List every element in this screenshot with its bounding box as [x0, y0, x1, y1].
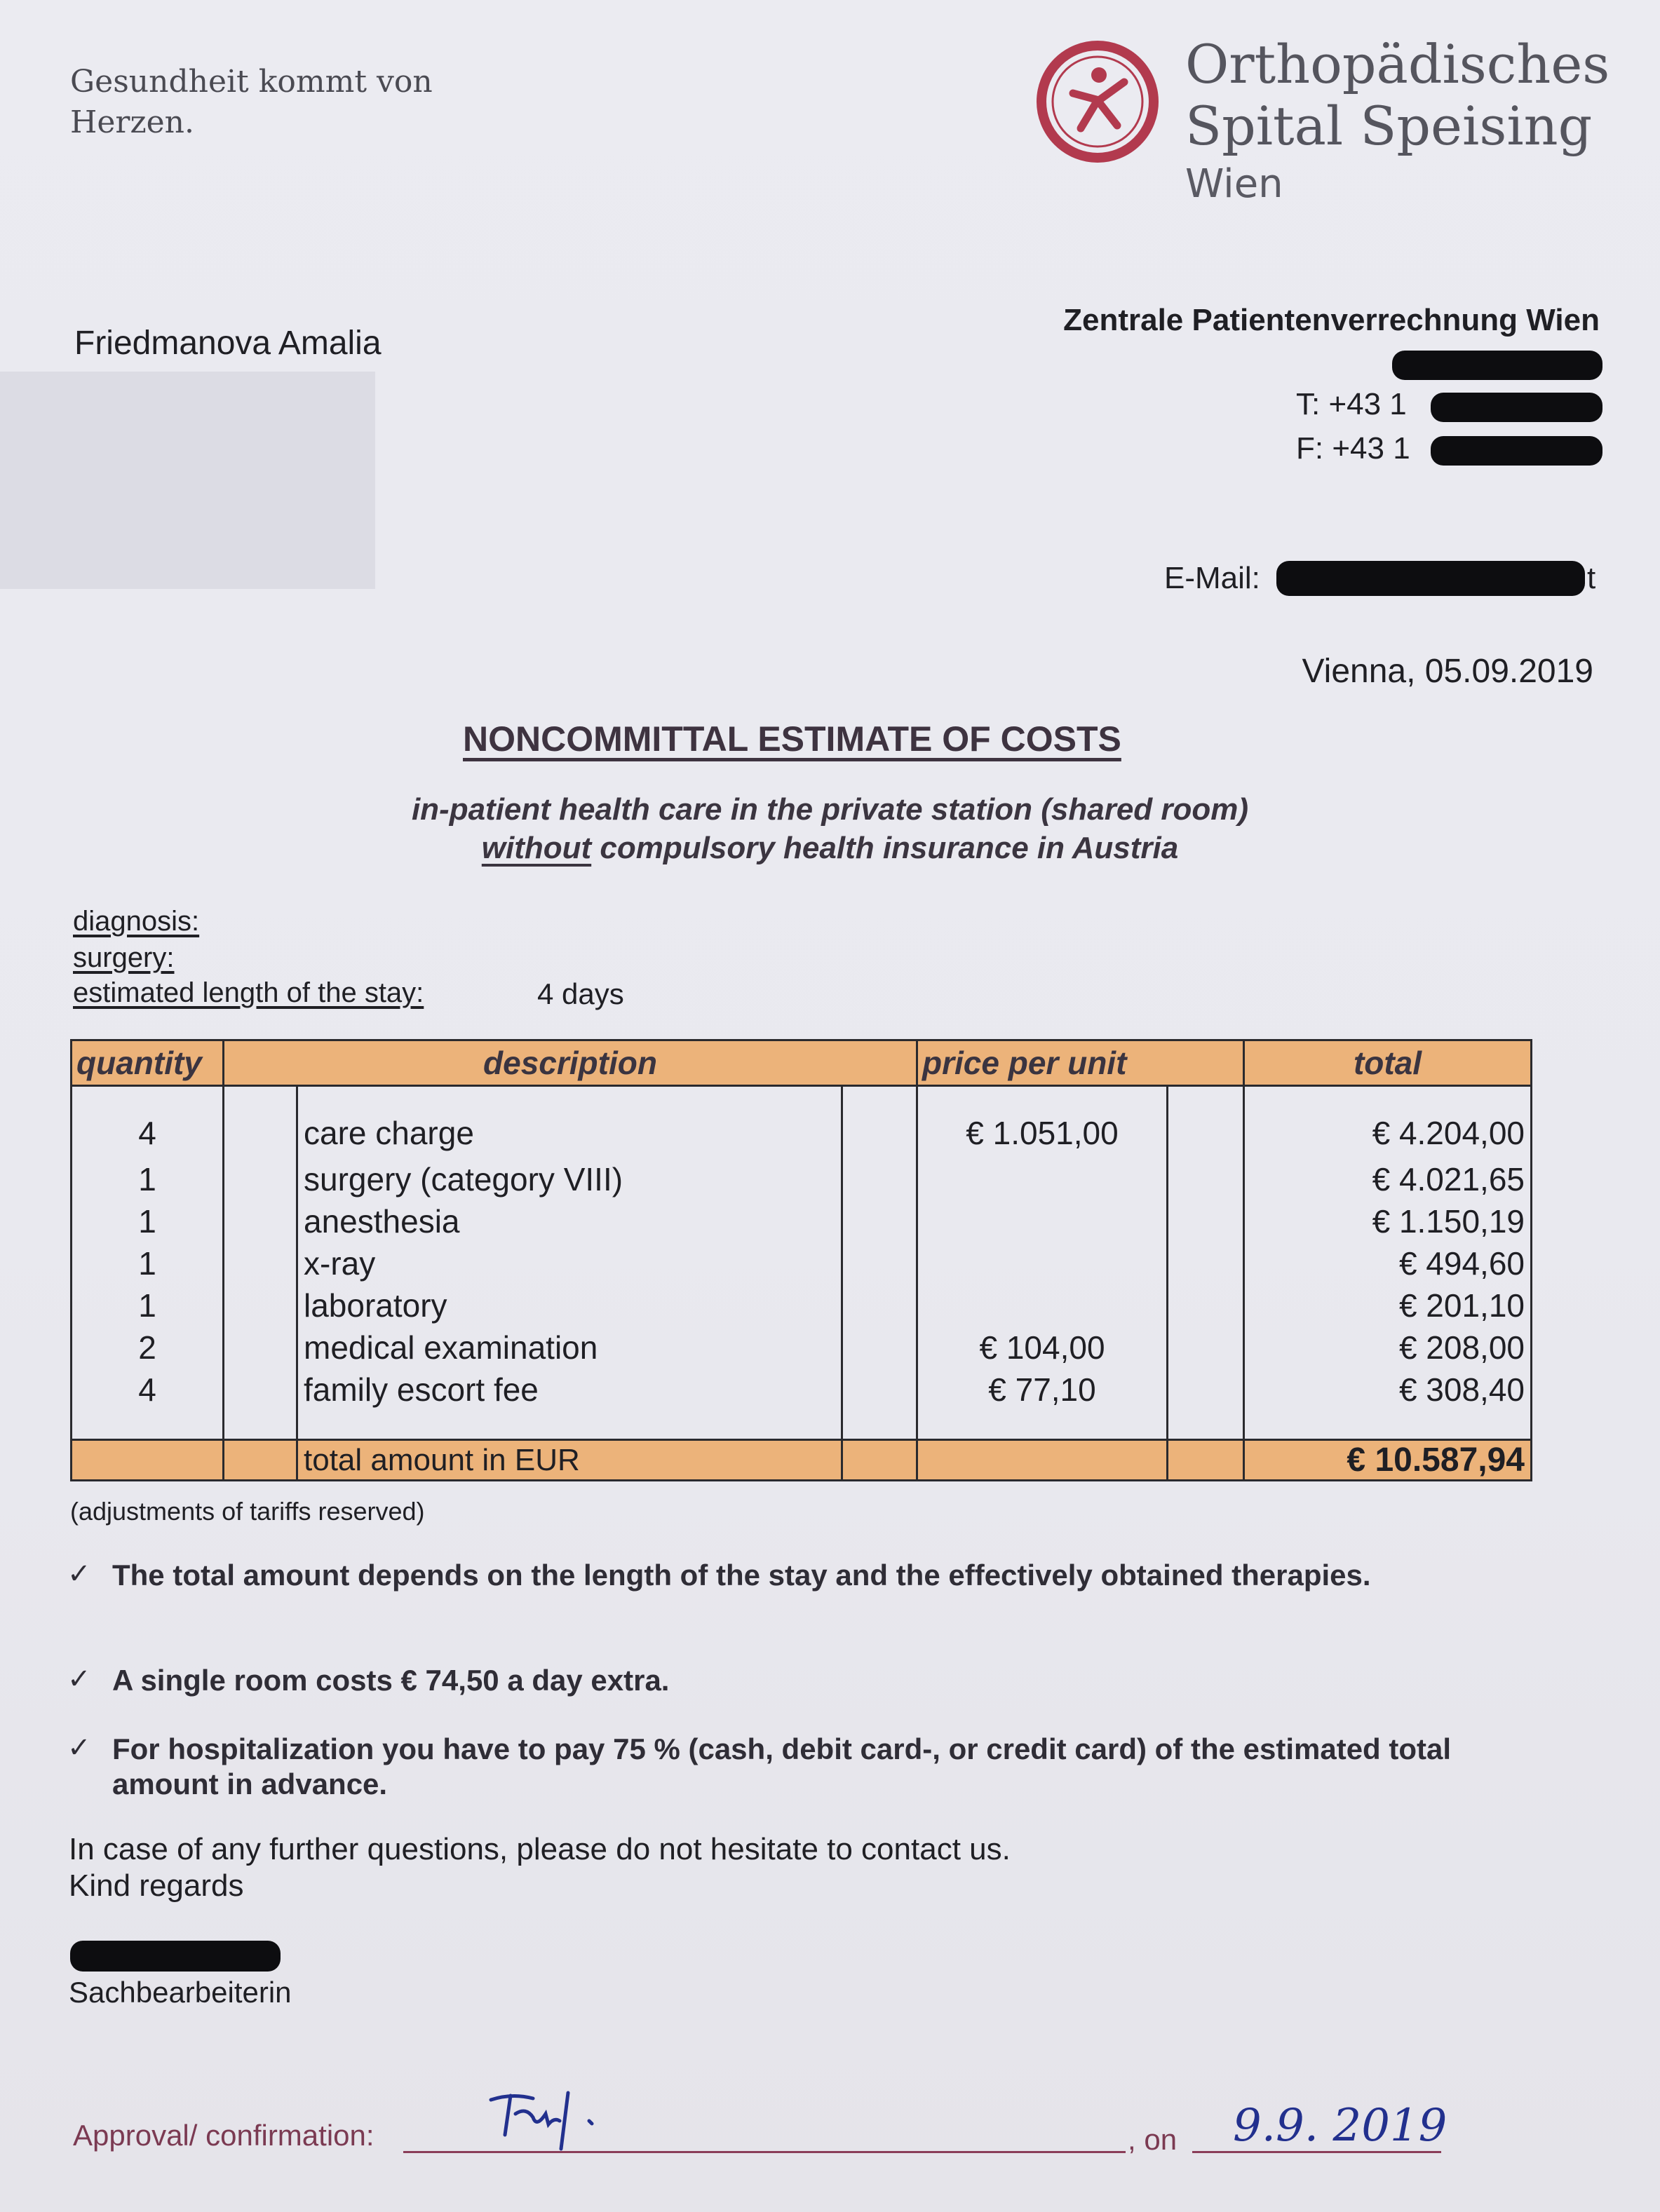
cell-price-per-unit: € 1.051,00 [917, 1086, 1168, 1159]
table-row [72, 1200, 1532, 1242]
table-row [72, 1242, 1532, 1284]
handwritten-date: 9.9. 2019 [1233, 2100, 1448, 2152]
slogan: Gesundheit kommt von Herzen. [70, 64, 433, 140]
cell-total: € 4.204,00 [1244, 1086, 1532, 1159]
handwritten-signature [484, 2086, 645, 2156]
cell-spacer [224, 1284, 297, 1326]
document-title: NONCOMMITTAL ESTIMATE OF COSTS [463, 719, 1121, 759]
cell-price-per-unit [917, 1242, 1168, 1284]
cell-spacer [1168, 1158, 1244, 1200]
redacted-address-block [0, 372, 375, 589]
recipient-name: Friedmanova Amalia [74, 325, 382, 362]
table-row [72, 1369, 1532, 1440]
cell-price-per-unit [917, 1158, 1168, 1200]
cell-total: € 308,40 [1244, 1369, 1532, 1440]
cell-spacer [1168, 1326, 1244, 1369]
cell-spacer [1168, 1284, 1244, 1326]
cell-quantity: 4 [72, 1086, 224, 1159]
cost-table-header [72, 1040, 1532, 1086]
signer-role: Sachbearbeiterin [69, 1976, 292, 2009]
cell-price-per-unit: € 77,10 [917, 1369, 1168, 1440]
redacted-phone [1431, 393, 1602, 422]
stay-length-label: estimated length of the stay: [73, 977, 424, 1008]
cell-spacer [842, 1242, 917, 1284]
cell-quantity: 1 [72, 1284, 224, 1326]
cell-quantity: 1 [72, 1200, 224, 1242]
note-item: ✓ The total amount depends on the length of the stay and the effectively obtained therapies. [67, 1559, 1371, 1592]
cell-total: € 1.150,19 [1244, 1200, 1532, 1242]
approval-label: Approval/ confirmation: [73, 2119, 374, 2152]
cell-spacer [842, 1200, 917, 1242]
cell-spacer [842, 1369, 917, 1440]
hospital-name: Orthopädisches Spital Speising [1185, 33, 1610, 157]
cell-description: laboratory [297, 1284, 842, 1326]
cell-total: € 208,00 [1244, 1326, 1532, 1369]
total-row [72, 1440, 1532, 1481]
cell-spacer [224, 1326, 297, 1369]
check-icon: ✓ [67, 1664, 91, 1695]
surgery-label: surgery: [73, 942, 175, 973]
cell-description: care charge [297, 1086, 842, 1159]
cell-total: € 4.021,65 [1244, 1158, 1532, 1200]
cell-spacer [224, 1369, 297, 1440]
redacted-sender-street [1392, 351, 1602, 380]
cell-price-per-unit [917, 1284, 1168, 1326]
check-icon: ✓ [67, 1732, 91, 1763]
header-quantity: quantity [72, 1040, 224, 1086]
cell-spacer [842, 1326, 917, 1369]
sender-phone: T: +43 1 [1296, 387, 1407, 421]
cell-spacer [224, 1242, 297, 1284]
cell-spacer [224, 1158, 297, 1200]
document-subtitle-line2: without compulsory health insurance in Austria [481, 831, 1179, 865]
redacted-signer-name [70, 1941, 281, 1972]
cell-spacer [842, 1284, 917, 1326]
cell-quantity: 2 [72, 1326, 224, 1369]
diagnosis-label: diagnosis: [73, 906, 200, 937]
table-row [72, 1326, 1532, 1369]
closing-text: In case of any further questions, please do not hesitate to contact us. Kind regards [69, 1832, 1011, 1903]
sender-fax: F: +43 1 [1296, 431, 1410, 466]
cell-description: family escort fee [297, 1369, 842, 1440]
cell-spacer [224, 1086, 297, 1159]
header-total: total [1244, 1040, 1532, 1086]
cell-description: medical examination [297, 1326, 842, 1369]
table-row [72, 1284, 1532, 1326]
cell-description: x-ray [297, 1242, 842, 1284]
email-suffix: t [1587, 561, 1596, 595]
header-price-per-unit: price per unit [917, 1040, 1244, 1086]
cell-price-per-unit [917, 1200, 1168, 1242]
cell-spacer [842, 1086, 917, 1159]
total-label: total amount in EUR [297, 1440, 842, 1481]
cell-description: surgery (category VIII) [297, 1158, 842, 1200]
total-value: € 10.587,94 [1244, 1440, 1532, 1481]
cell-quantity: 4 [72, 1369, 224, 1440]
redacted-fax [1431, 436, 1602, 466]
cell-description: anesthesia [297, 1200, 842, 1242]
hospital-city: Wien [1185, 161, 1283, 207]
redacted-email [1276, 561, 1585, 596]
tariff-adjustment-note: (adjustments of tariffs reserved) [70, 1497, 425, 1526]
note-item: ✓ A single room costs € 74,50 a day extra. [67, 1664, 670, 1697]
table-row [72, 1086, 1532, 1159]
approval-on-label: , on [1128, 2123, 1177, 2156]
cost-table [70, 1039, 1532, 1481]
cell-spacer [1168, 1086, 1244, 1159]
table-row [72, 1158, 1532, 1200]
cell-spacer [1168, 1369, 1244, 1440]
stay-length-value: 4 days [537, 977, 624, 1010]
header-description: description [224, 1040, 917, 1086]
hospital-logo-icon [1034, 39, 1161, 165]
document-subtitle-line1: in-patient health care in the private station (shared room) [411, 792, 1249, 827]
cell-quantity: 1 [72, 1242, 224, 1284]
check-icon: ✓ [67, 1559, 91, 1589]
letter-date: Vienna, 05.09.2019 [1302, 653, 1593, 690]
sender-email: E-Mail: [1164, 561, 1260, 595]
cell-total: € 201,10 [1244, 1284, 1532, 1326]
cell-quantity: 1 [72, 1158, 224, 1200]
note-item: ✓ For hospitalization you have to pay 75 % (cash, debit card-, or credit card) of the estimated total amount in advance. [67, 1732, 1452, 1800]
cell-spacer [224, 1200, 297, 1242]
sender-department: Zentrale Patientenverrechnung Wien [1063, 303, 1600, 337]
cell-spacer [1168, 1242, 1244, 1284]
cell-spacer [1168, 1200, 1244, 1242]
cell-total: € 494,60 [1244, 1242, 1532, 1284]
cell-spacer [842, 1158, 917, 1200]
cell-price-per-unit: € 104,00 [917, 1326, 1168, 1369]
